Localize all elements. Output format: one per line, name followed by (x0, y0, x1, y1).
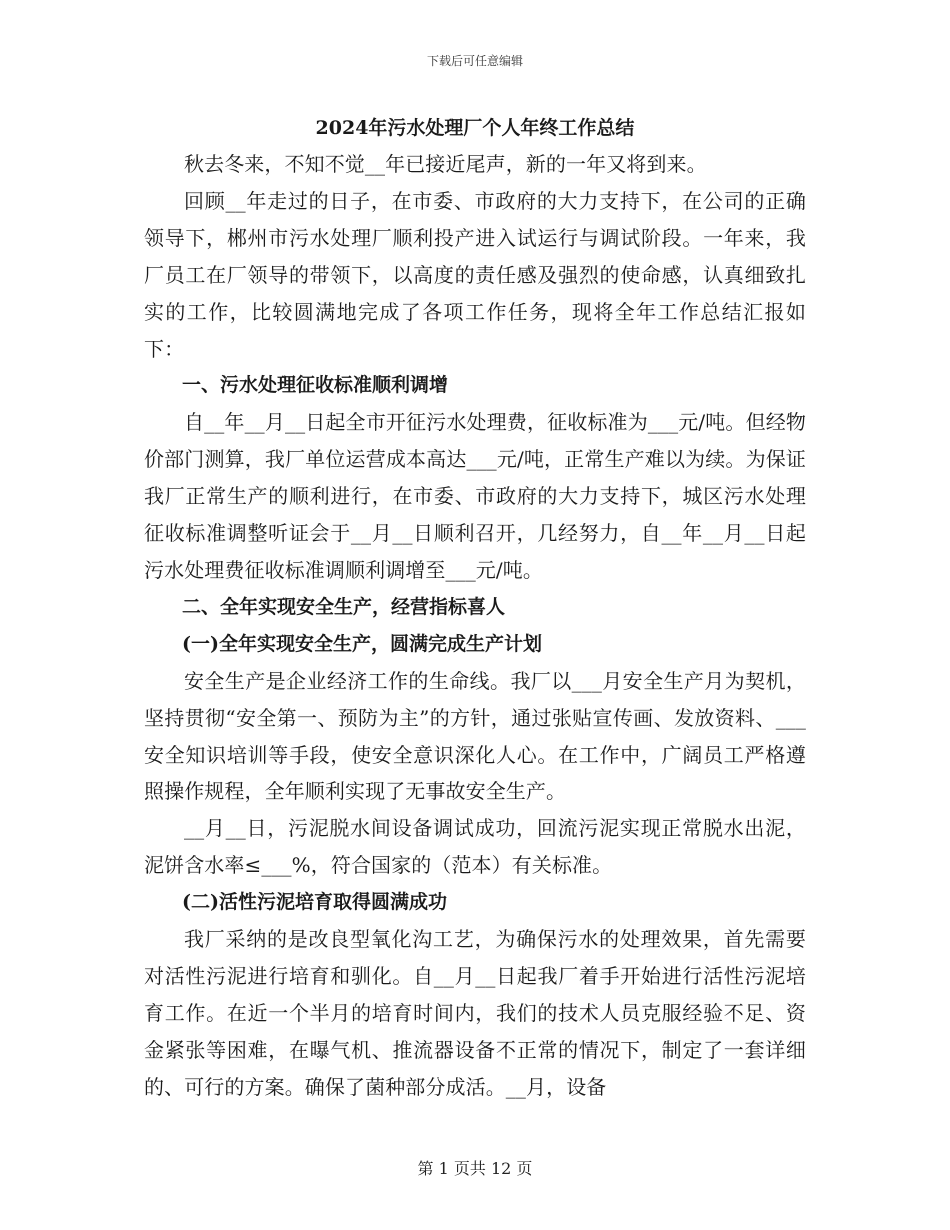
paragraph: 秋去冬来，不知不觉__年已接近尾声，新的一年又将到来。 (184, 152, 707, 176)
paragraph: 我厂采纳的是改良型氧化沟工艺，为确保污水的处理效果，首先需要对活性污泥进行培育和驯化。自__月__日起我厂着手开始进行活性污泥培育工作。在近一个半月的培育时间内，我们的技术人员克服经验不足、资金紧张等困难，在曝气机、推流器设备不正常的情况下，制定了一套详细的、可行的方案。确保了菌种部分成活。__月，设备 (144, 927, 806, 1099)
section-heading: 二、全年实现安全生产，经营指标喜人 (182, 595, 506, 618)
paragraph: __月__日，污泥脱水间设备调试成功，回流污泥实现正常脱水出泥，泥饼含水率≤___%，符合国家的（范本）有关标准。 (144, 816, 806, 878)
paragraph: 自__年__月__日起全市开征污水处理费，征收标准为___元/吨。但经物价部门测算，我厂单位运营成本高达___元/吨，正常生产难以为续。为保证我厂正常生产的顺利进行，在市委、市政府的大力支持下，城区污水处理征收标准调整听证会于__月__日顺利召开，几经努力，自__年__月__日起污水处理费征收标准调顺利调增至___元/吨。 (144, 410, 806, 582)
page-header: 下载后可任意编辑 (426, 54, 523, 68)
section-heading: 一、污水处理征收标准顺利调增 (182, 374, 449, 397)
subsection-heading: (二)活性污泥培育取得圆满成功 (182, 891, 447, 914)
page-footer: 第 1 页共 12 页 (417, 1159, 533, 1178)
document-title: 2024年污水处理厂个人年终工作总结 (315, 117, 635, 139)
document-body (144, 110, 806, 1106)
subsection-heading: (一)全年实现安全生产，圆满完成生产计划 (182, 632, 542, 655)
paragraph: 回顾__年走过的日子，在市委、市政府的大力支持下，在公司的正确领导下，郴州市污水处理厂顺利投产进入试运行与调试阶段。一年来，我厂员工在厂领导的带领下，以高度的责任感及强烈的使命感，认真细致扎实的工作，比较圆满地完成了各项工作任务，现将全年工作总结汇报如下： (144, 188, 806, 361)
paragraph: 安全生产是企业经济工作的生命线。我厂以___月安全生产月为契机，坚持贯彻“安全第一、预防为主”的方针，通过张贴宣传画、发放资料、___安全知识培训等手段，使安全意识深化人心。在工作中，广阔员工严格遵照操作规程，全年顺利实现了无事故安全生产。 (144, 668, 806, 804)
